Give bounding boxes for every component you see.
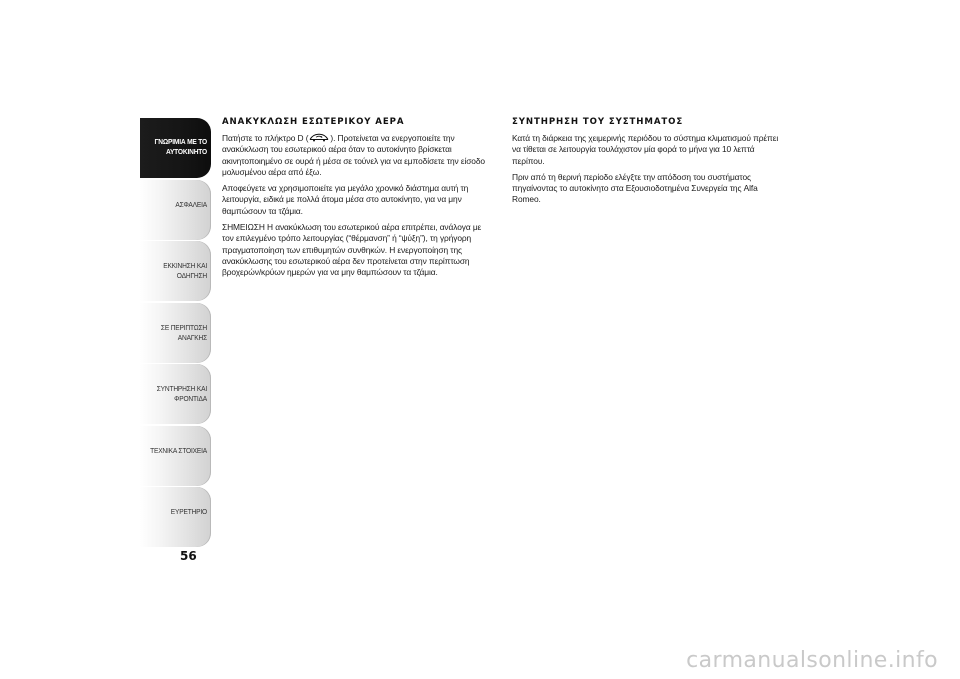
tab-label: ΕΥΡΕΤΗΡΙΟ bbox=[170, 507, 207, 516]
tab-label: ΣΕ ΠΕΡΙΠΤΩΣΗ ΑΝΑΓΚΗΣ bbox=[160, 322, 207, 342]
tab-label: ΑΣΦΑΛΕΙΑ bbox=[175, 199, 207, 209]
paragraph-text: Πατήστε το πλήκτρο D ( bbox=[222, 133, 309, 143]
paragraph: Αποφεύγετε να χρησιμοποιείτε για μεγάλο χρονικό διάστημα αυτή τη λειτουργία, ειδικά με πολλά άτομα μέσα στο αυτοκίνητο, για να μην θαμπώσουν τα τζάμια. bbox=[222, 183, 469, 216]
tab-technical-specifications[interactable] bbox=[140, 426, 211, 486]
section-heading-recirculation: ΑΝΑΚΥΚΛΩΣΗ ΕΣΩΤΕΡΙΚΟΥ ΑΕΡΑ bbox=[222, 117, 405, 127]
tab-servicing-and-care[interactable] bbox=[140, 364, 211, 424]
left-column bbox=[222, 117, 492, 284]
paragraph bbox=[222, 133, 492, 178]
tab-safety[interactable] bbox=[140, 180, 211, 240]
tab-label: ΤΕΧΝΙΚΑ ΣΤΟΙΧΕΙΑ bbox=[150, 445, 207, 455]
tab-label: ΓΝΩΡΙΜΙΑ ΜΕ ΤΟ ΑΥΤΟΚΙΝΗΤΟ bbox=[154, 137, 207, 156]
tab-starting-and-driving[interactable] bbox=[140, 241, 211, 301]
tab-in-an-emergency[interactable] bbox=[140, 303, 211, 363]
air-recirculation-icon bbox=[308, 133, 330, 142]
right-column bbox=[512, 117, 787, 211]
watermark: carmanualsonline.info bbox=[686, 648, 938, 673]
section-heading-system-maintenance: ΣΥΝΤΗΡΗΣΗ ΤΟΥ ΣΥΣΤΗΜΑΤΟΣ bbox=[512, 117, 684, 127]
page-number: 56 bbox=[180, 549, 197, 563]
tab-getting-to-know-the-car[interactable] bbox=[140, 118, 211, 178]
chapter-sidebar bbox=[140, 118, 211, 549]
note-paragraph: ΣΗΜΕΙΩΣΗ Η ανακύκλωση του εσωτερικού αέρα επιτρέπει, ανάλογα με τον επιλεγμένο τρόπο λειτουργίας (“θέρμανση” ή “ψύξη”), τη γρήγορη πραγματοποίηση των επιθυμητών συνθηκών. Η ενεργοποίηση της ανακύκλωσης του εσωτερικού αέρα δεν προτείνεται στην περίπτωση βροχερών/κρύων ημερών για να μην θαμπώσουν τα τζάμια. bbox=[222, 222, 482, 278]
paragraph: Κατά τη διάρκεια της χειμερινής περιόδου το σύστημα κλιματισμού πρέπει να τίθεται σε λειτουργία τουλάχιστον μία φορά το μήνα για 10 λεπτά περίπου. bbox=[512, 133, 779, 166]
paragraph: Πριν από τη θερινή περίοδο ελέγξτε την απόδοση του συστήματος πηγαίνοντας το αυτοκίνητο στα Εξουσιοδοτημένα Συνεργεία της Alfa Romeo. bbox=[512, 171, 758, 205]
tab-label: ΣΥΝΤΗΡΗΣΗ ΚΑΙ ΦΡΟΝΤΙΔΑ bbox=[156, 384, 207, 403]
tab-label: ΕΚΚΙΝΗΣΗ ΚΑΙ ΟΔΗΓΗΣΗ bbox=[163, 261, 207, 280]
paragraph-text: ). Προτείνεται να ενεργοποιείτε την ανακύκλωση του εσωτερικού αέρα όταν το αυτοκίνητο βρίσκεται ακινητοποιημένο σε ουρά ή μέσα σε τούνελ για να εμποδίσετε την είσοδο μολυσμένου αέρα από έξω. bbox=[222, 133, 485, 177]
tab-index[interactable] bbox=[140, 487, 211, 547]
